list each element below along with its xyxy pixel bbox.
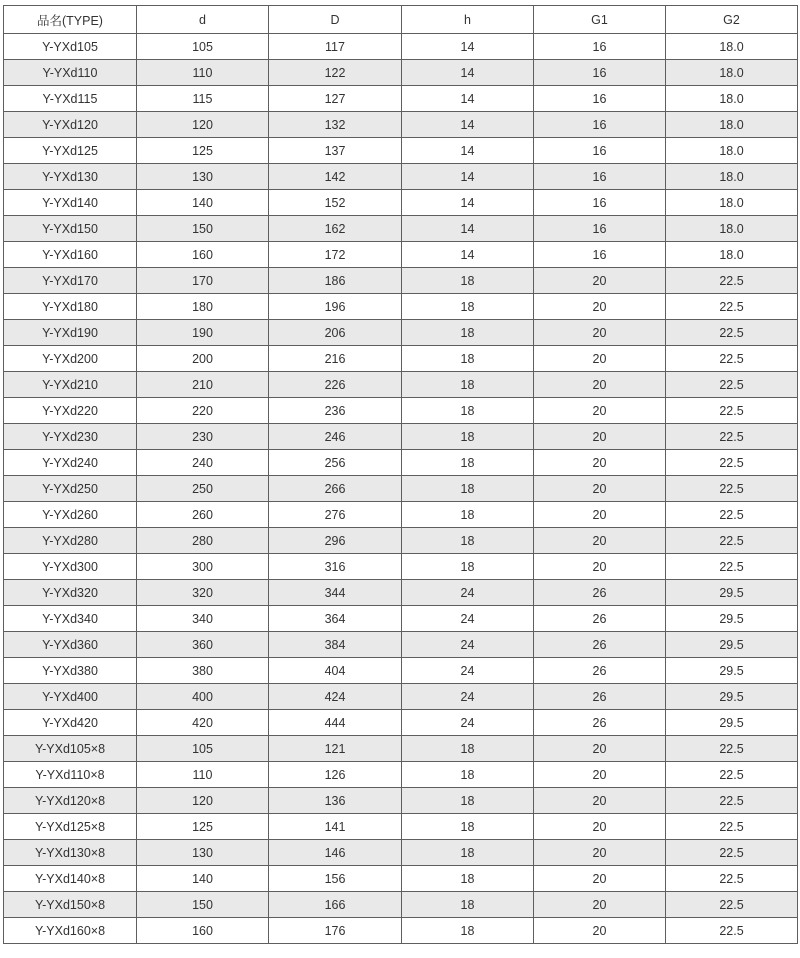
- cell-D-outer: 316: [269, 554, 402, 580]
- cell-g2: 22.5: [666, 346, 798, 372]
- cell-g2: 22.5: [666, 502, 798, 528]
- cell-d: 250: [137, 476, 269, 502]
- cell-d: 170: [137, 268, 269, 294]
- cell-g2: 22.5: [666, 736, 798, 762]
- cell-g2: 22.5: [666, 424, 798, 450]
- cell-D-outer: 186: [269, 268, 402, 294]
- cell-h: 18: [402, 346, 534, 372]
- cell-D-outer: 137: [269, 138, 402, 164]
- cell-h: 14: [402, 190, 534, 216]
- cell-type: Y-YXd340: [4, 606, 137, 632]
- cell-g1: 16: [534, 112, 666, 138]
- cell-d: 400: [137, 684, 269, 710]
- table-row: [4, 528, 798, 554]
- cell-D-outer: 236: [269, 398, 402, 424]
- cell-D-outer: 246: [269, 424, 402, 450]
- cell-h: 24: [402, 606, 534, 632]
- cell-type: Y-YXd110: [4, 60, 137, 86]
- cell-g2: 22.5: [666, 528, 798, 554]
- cell-d: 150: [137, 892, 269, 918]
- cell-g2: 29.5: [666, 606, 798, 632]
- table-header: [4, 6, 798, 34]
- cell-h: 24: [402, 580, 534, 606]
- table-row: [4, 710, 798, 736]
- cell-type: Y-YXd105: [4, 34, 137, 60]
- cell-type: Y-YXd160×8: [4, 918, 137, 944]
- cell-d: 260: [137, 502, 269, 528]
- cell-type: Y-YXd260: [4, 502, 137, 528]
- table-row: [4, 866, 798, 892]
- cell-type: Y-YXd130×8: [4, 840, 137, 866]
- cell-h: 18: [402, 892, 534, 918]
- cell-D-outer: 296: [269, 528, 402, 554]
- cell-h: 18: [402, 554, 534, 580]
- cell-g2: 18.0: [666, 164, 798, 190]
- cell-g1: 16: [534, 86, 666, 112]
- cell-g1: 16: [534, 138, 666, 164]
- cell-g2: 22.5: [666, 268, 798, 294]
- cell-d: 110: [137, 60, 269, 86]
- cell-D-outer: 344: [269, 580, 402, 606]
- cell-h: 18: [402, 320, 534, 346]
- table-row: [4, 60, 798, 86]
- cell-g2: 18.0: [666, 60, 798, 86]
- cell-h: 24: [402, 658, 534, 684]
- cell-D-outer: 121: [269, 736, 402, 762]
- table-row: [4, 814, 798, 840]
- cell-g1: 16: [534, 164, 666, 190]
- cell-type: Y-YXd420: [4, 710, 137, 736]
- cell-g1: 20: [534, 424, 666, 450]
- cell-type: Y-YXd300: [4, 554, 137, 580]
- table-row: [4, 424, 798, 450]
- cell-g1: 26: [534, 684, 666, 710]
- table-row: [4, 450, 798, 476]
- cell-g2: 18.0: [666, 190, 798, 216]
- cell-D-outer: 196: [269, 294, 402, 320]
- cell-D-outer: 162: [269, 216, 402, 242]
- cell-h: 18: [402, 398, 534, 424]
- cell-d: 130: [137, 840, 269, 866]
- table-row: [4, 918, 798, 944]
- cell-g1: 20: [534, 320, 666, 346]
- table-row: [4, 346, 798, 372]
- cell-type: Y-YXd210: [4, 372, 137, 398]
- cell-d: 105: [137, 736, 269, 762]
- cell-g2: 22.5: [666, 476, 798, 502]
- cell-g2: 29.5: [666, 632, 798, 658]
- cell-g1: 20: [534, 788, 666, 814]
- cell-type: Y-YXd150: [4, 216, 137, 242]
- table-row: [4, 736, 798, 762]
- cell-d: 140: [137, 190, 269, 216]
- cell-h: 14: [402, 112, 534, 138]
- cell-h: 14: [402, 60, 534, 86]
- cell-D-outer: 122: [269, 60, 402, 86]
- cell-d: 190: [137, 320, 269, 346]
- table-row: [4, 398, 798, 424]
- table-row: [4, 216, 798, 242]
- cell-g2: 22.5: [666, 450, 798, 476]
- table-row: [4, 762, 798, 788]
- cell-type: Y-YXd170: [4, 268, 137, 294]
- cell-g1: 20: [534, 372, 666, 398]
- cell-h: 18: [402, 918, 534, 944]
- table-row: [4, 554, 798, 580]
- table-row: [4, 606, 798, 632]
- cell-g2: 18.0: [666, 34, 798, 60]
- cell-g2: 22.5: [666, 320, 798, 346]
- cell-h: 24: [402, 632, 534, 658]
- cell-g2: 18.0: [666, 242, 798, 268]
- cell-D-outer: 404: [269, 658, 402, 684]
- cell-h: 18: [402, 424, 534, 450]
- cell-d: 105: [137, 34, 269, 60]
- cell-g1: 20: [534, 892, 666, 918]
- cell-h: 18: [402, 866, 534, 892]
- cell-d: 210: [137, 372, 269, 398]
- table-row: [4, 242, 798, 268]
- cell-type: Y-YXd190: [4, 320, 137, 346]
- cell-g1: 26: [534, 632, 666, 658]
- cell-D-outer: 172: [269, 242, 402, 268]
- cell-h: 18: [402, 788, 534, 814]
- cell-type: Y-YXd360: [4, 632, 137, 658]
- table-row: [4, 372, 798, 398]
- header-g2: G2: [666, 6, 798, 34]
- cell-type: Y-YXd230: [4, 424, 137, 450]
- cell-h: 14: [402, 164, 534, 190]
- header-g1: G1: [534, 6, 666, 34]
- table-row: [4, 34, 798, 60]
- cell-g2: 18.0: [666, 112, 798, 138]
- cell-d: 380: [137, 658, 269, 684]
- cell-type: Y-YXd105×8: [4, 736, 137, 762]
- cell-d: 340: [137, 606, 269, 632]
- cell-g1: 20: [534, 814, 666, 840]
- cell-D-outer: 266: [269, 476, 402, 502]
- cell-g1: 20: [534, 840, 666, 866]
- cell-D-outer: 132: [269, 112, 402, 138]
- cell-type: Y-YXd115: [4, 86, 137, 112]
- table-row: [4, 632, 798, 658]
- cell-D-outer: 127: [269, 86, 402, 112]
- cell-g2: 22.5: [666, 788, 798, 814]
- cell-g2: 29.5: [666, 710, 798, 736]
- cell-d: 150: [137, 216, 269, 242]
- cell-type: Y-YXd220: [4, 398, 137, 424]
- cell-d: 140: [137, 866, 269, 892]
- cell-d: 160: [137, 242, 269, 268]
- cell-h: 18: [402, 840, 534, 866]
- cell-g2: 22.5: [666, 554, 798, 580]
- cell-d: 120: [137, 112, 269, 138]
- table-row: [4, 788, 798, 814]
- table-row: [4, 892, 798, 918]
- cell-D-outer: 152: [269, 190, 402, 216]
- cell-D-outer: 256: [269, 450, 402, 476]
- header-D-outer: D: [269, 6, 402, 34]
- cell-d: 420: [137, 710, 269, 736]
- cell-type: Y-YXd180: [4, 294, 137, 320]
- cell-D-outer: 206: [269, 320, 402, 346]
- cell-g2: 22.5: [666, 372, 798, 398]
- cell-d: 160: [137, 918, 269, 944]
- table-row: [4, 684, 798, 710]
- cell-d: 360: [137, 632, 269, 658]
- cell-d: 120: [137, 788, 269, 814]
- table-row: [4, 502, 798, 528]
- cell-g1: 20: [534, 502, 666, 528]
- cell-type: Y-YXd150×8: [4, 892, 137, 918]
- cell-g1: 16: [534, 242, 666, 268]
- table-row: [4, 268, 798, 294]
- cell-g2: 29.5: [666, 580, 798, 606]
- cell-g1: 26: [534, 710, 666, 736]
- cell-g2: 22.5: [666, 892, 798, 918]
- table-row: [4, 190, 798, 216]
- cell-d: 125: [137, 138, 269, 164]
- cell-g2: 22.5: [666, 866, 798, 892]
- cell-D-outer: 276: [269, 502, 402, 528]
- cell-g1: 20: [534, 554, 666, 580]
- spec-table: [3, 5, 798, 944]
- cell-h: 18: [402, 294, 534, 320]
- cell-h: 18: [402, 762, 534, 788]
- cell-type: Y-YXd125: [4, 138, 137, 164]
- table-row: [4, 658, 798, 684]
- table-row: [4, 476, 798, 502]
- cell-g2: 18.0: [666, 216, 798, 242]
- cell-g1: 20: [534, 294, 666, 320]
- table-row: [4, 294, 798, 320]
- cell-d: 180: [137, 294, 269, 320]
- cell-g1: 16: [534, 216, 666, 242]
- cell-d: 115: [137, 86, 269, 112]
- cell-type: Y-YXd380: [4, 658, 137, 684]
- table-row: [4, 840, 798, 866]
- cell-g1: 20: [534, 268, 666, 294]
- cell-h: 14: [402, 242, 534, 268]
- cell-type: Y-YXd400: [4, 684, 137, 710]
- table-row: [4, 320, 798, 346]
- cell-D-outer: 126: [269, 762, 402, 788]
- cell-g2: 18.0: [666, 138, 798, 164]
- cell-g1: 20: [534, 398, 666, 424]
- cell-g1: 20: [534, 866, 666, 892]
- header-type: 品名(TYPE): [4, 6, 137, 34]
- cell-d: 110: [137, 762, 269, 788]
- cell-h: 24: [402, 710, 534, 736]
- cell-g1: 26: [534, 658, 666, 684]
- cell-g2: 22.5: [666, 294, 798, 320]
- cell-D-outer: 146: [269, 840, 402, 866]
- cell-D-outer: 136: [269, 788, 402, 814]
- cell-g2: 22.5: [666, 918, 798, 944]
- cell-g1: 26: [534, 606, 666, 632]
- cell-type: Y-YXd140×8: [4, 866, 137, 892]
- cell-D-outer: 364: [269, 606, 402, 632]
- cell-type: Y-YXd110×8: [4, 762, 137, 788]
- cell-d: 220: [137, 398, 269, 424]
- table-row: [4, 86, 798, 112]
- cell-D-outer: 176: [269, 918, 402, 944]
- cell-D-outer: 444: [269, 710, 402, 736]
- cell-h: 14: [402, 34, 534, 60]
- cell-D-outer: 141: [269, 814, 402, 840]
- cell-h: 18: [402, 736, 534, 762]
- cell-h: 14: [402, 216, 534, 242]
- cell-d: 300: [137, 554, 269, 580]
- cell-type: Y-YXd125×8: [4, 814, 137, 840]
- cell-g1: 20: [534, 736, 666, 762]
- cell-g1: 16: [534, 34, 666, 60]
- cell-type: Y-YXd120×8: [4, 788, 137, 814]
- table-row: [4, 138, 798, 164]
- cell-d: 280: [137, 528, 269, 554]
- cell-D-outer: 156: [269, 866, 402, 892]
- cell-type: Y-YXd280: [4, 528, 137, 554]
- cell-h: 18: [402, 502, 534, 528]
- cell-g1: 20: [534, 528, 666, 554]
- cell-g1: 20: [534, 450, 666, 476]
- cell-D-outer: 117: [269, 34, 402, 60]
- cell-D-outer: 216: [269, 346, 402, 372]
- cell-d: 320: [137, 580, 269, 606]
- cell-type: Y-YXd200: [4, 346, 137, 372]
- cell-D-outer: 424: [269, 684, 402, 710]
- table-row: [4, 164, 798, 190]
- cell-D-outer: 142: [269, 164, 402, 190]
- cell-g1: 16: [534, 190, 666, 216]
- cell-g2: 22.5: [666, 840, 798, 866]
- cell-D-outer: 384: [269, 632, 402, 658]
- table-row: [4, 112, 798, 138]
- cell-g1: 26: [534, 580, 666, 606]
- cell-h: 18: [402, 814, 534, 840]
- cell-d: 125: [137, 814, 269, 840]
- cell-D-outer: 226: [269, 372, 402, 398]
- cell-type: Y-YXd320: [4, 580, 137, 606]
- cell-type: Y-YXd130: [4, 164, 137, 190]
- header-d: d: [137, 6, 269, 34]
- cell-h: 18: [402, 450, 534, 476]
- cell-type: Y-YXd140: [4, 190, 137, 216]
- header-h: h: [402, 6, 534, 34]
- table-row: [4, 580, 798, 606]
- cell-type: Y-YXd250: [4, 476, 137, 502]
- cell-g1: 20: [534, 918, 666, 944]
- cell-d: 200: [137, 346, 269, 372]
- cell-h: 18: [402, 528, 534, 554]
- cell-g2: 29.5: [666, 684, 798, 710]
- cell-h: 14: [402, 86, 534, 112]
- header-row: [4, 6, 798, 34]
- cell-d: 130: [137, 164, 269, 190]
- cell-h: 14: [402, 138, 534, 164]
- cell-g1: 20: [534, 346, 666, 372]
- cell-h: 18: [402, 476, 534, 502]
- cell-h: 18: [402, 372, 534, 398]
- cell-type: Y-YXd160: [4, 242, 137, 268]
- cell-type: Y-YXd240: [4, 450, 137, 476]
- cell-g2: 22.5: [666, 398, 798, 424]
- cell-d: 240: [137, 450, 269, 476]
- cell-g2: 22.5: [666, 814, 798, 840]
- cell-g1: 20: [534, 476, 666, 502]
- cell-g2: 18.0: [666, 86, 798, 112]
- cell-g2: 22.5: [666, 762, 798, 788]
- cell-h: 24: [402, 684, 534, 710]
- cell-g1: 20: [534, 762, 666, 788]
- table-body: [4, 34, 798, 944]
- cell-d: 230: [137, 424, 269, 450]
- cell-g1: 16: [534, 60, 666, 86]
- cell-type: Y-YXd120: [4, 112, 137, 138]
- cell-D-outer: 166: [269, 892, 402, 918]
- cell-h: 18: [402, 268, 534, 294]
- cell-g2: 29.5: [666, 658, 798, 684]
